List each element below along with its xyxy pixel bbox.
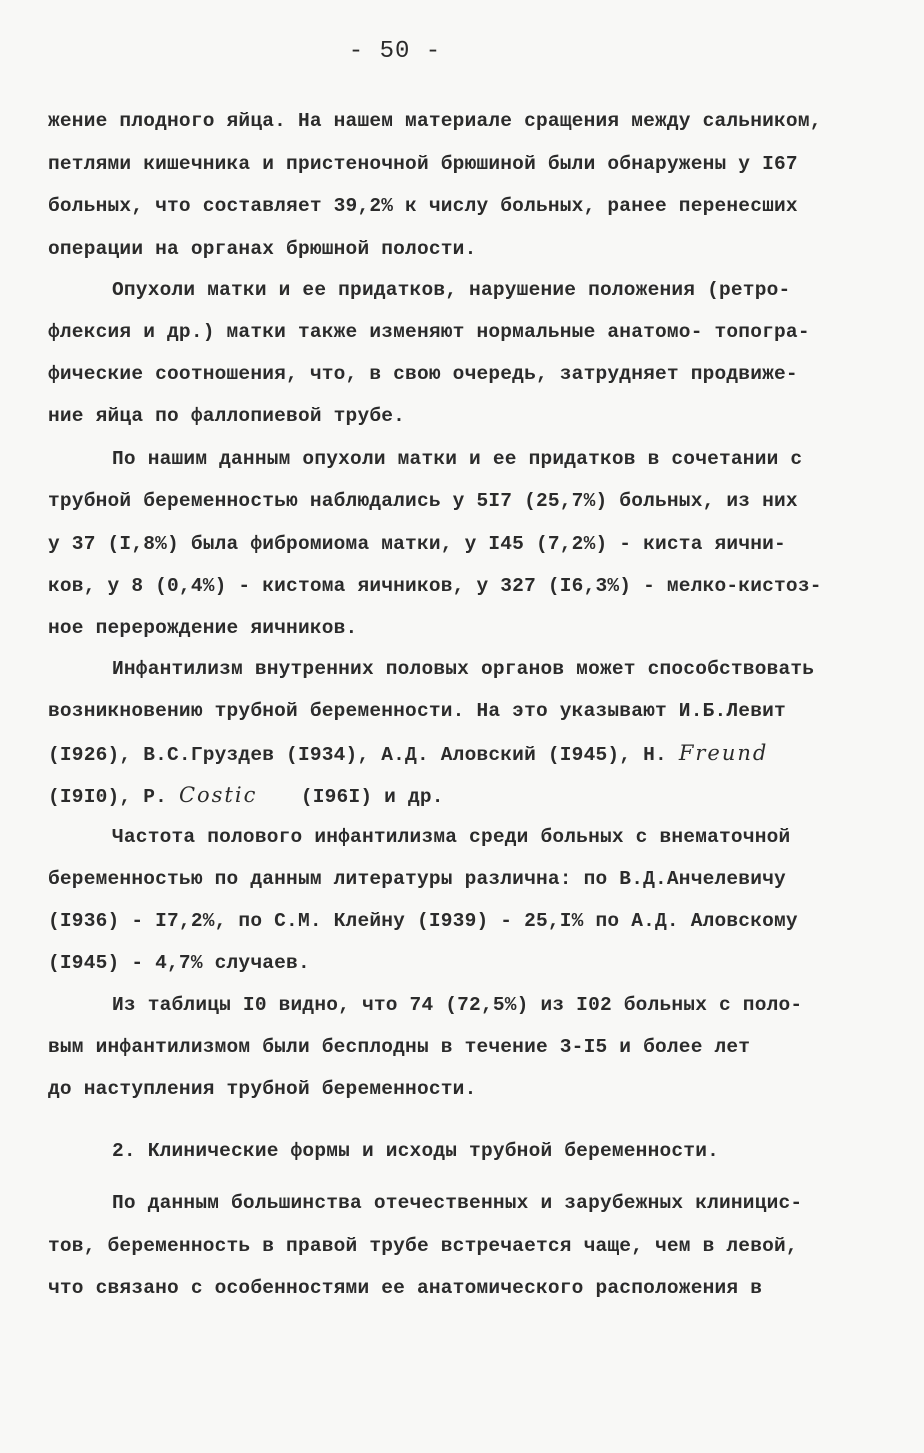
page-number: - 50 - — [348, 38, 442, 65]
handwritten-name: Costic — [178, 783, 258, 807]
text-line: трубной беременностью наблюдались у 5I7 (25,7%) больных, из них — [48, 490, 798, 512]
text-line: ние яйца по фаллопиевой трубе. — [48, 405, 406, 427]
text-segment: (I96I) и др. — [300, 786, 444, 808]
text-line: тов, беременность в правой трубе встречается чаще, чем в левой, — [48, 1235, 798, 1257]
text-line: жение плодного яйца. На нашем материале сращения между сальником, — [48, 110, 822, 132]
text-line: операции на органах брюшной полости. — [48, 238, 477, 260]
text-line — [48, 782, 878, 810]
text-line: больных, что составляет 39,2% к числу больных, ранее перенесших — [48, 195, 798, 217]
text-line: (I945) - 4,7% случаев. — [48, 952, 310, 974]
text-line: беременностью по данным литературы различна: по В.Д.Анчелевичу — [48, 868, 786, 890]
section-heading: 2. Клинические формы и исходы трубной беременности. — [112, 1140, 719, 1162]
text-line: По нашим данным опухоли матки и ее придатков в сочетании с — [112, 448, 803, 470]
text-segment: (I926), В.С.Груздев (I934), А.Д. Аловский (I945), Н. — [48, 744, 667, 766]
text-line: фические соотношения, что, в свою очередь, затрудняет продвиже- — [48, 363, 798, 385]
text-segment: (I9I0), Р. — [48, 786, 168, 808]
text-line: у 37 (I,8%) была фибромиома матки, у I45 (7,2%) - киста яични- — [48, 533, 786, 555]
text-line: Инфантилизм внутренних половых органов может способствовать — [112, 658, 815, 680]
text-line: что связано с особенностями ее анатомического расположения в — [48, 1277, 763, 1299]
text-line — [48, 740, 878, 768]
handwritten-name: Freund — [678, 741, 769, 765]
text-line: ков, у 8 (0,4%) - кистома яичников, у 327 (I6,3%) - мелко-кистоз- — [48, 575, 822, 597]
text-line: Из таблицы I0 видно, что 74 (72,5%) из I02 больных с поло- — [112, 994, 803, 1016]
text-line: вым инфантилизмом были бесплодны в течение 3-I5 и более лет — [48, 1036, 751, 1058]
text-line: ное перерождение яичников. — [48, 617, 358, 639]
text-line: Опухоли матки и ее придатков, нарушение положения (ретро- — [112, 279, 791, 301]
text-line: По данным большинства отечественных и зарубежных клиницис- — [112, 1192, 803, 1214]
text-line: до наступления трубной беременности. — [48, 1078, 477, 1100]
text-line: возникновению трубной беременности. На это указывают И.Б.Левит — [48, 700, 786, 722]
text-line: флексия и др.) матки также изменяют нормальные анатомо- топогра- — [48, 321, 810, 343]
text-line: Частота полового инфантилизма среди больных с внематочной — [112, 826, 791, 848]
text-line: петлями кишечника и пристеночной брюшиной были обнаружены у I67 — [48, 153, 798, 175]
text-line: (I936) - I7,2%, по С.М. Клейну (I939) - 25,I% по А.Д. Аловскому — [48, 910, 798, 932]
